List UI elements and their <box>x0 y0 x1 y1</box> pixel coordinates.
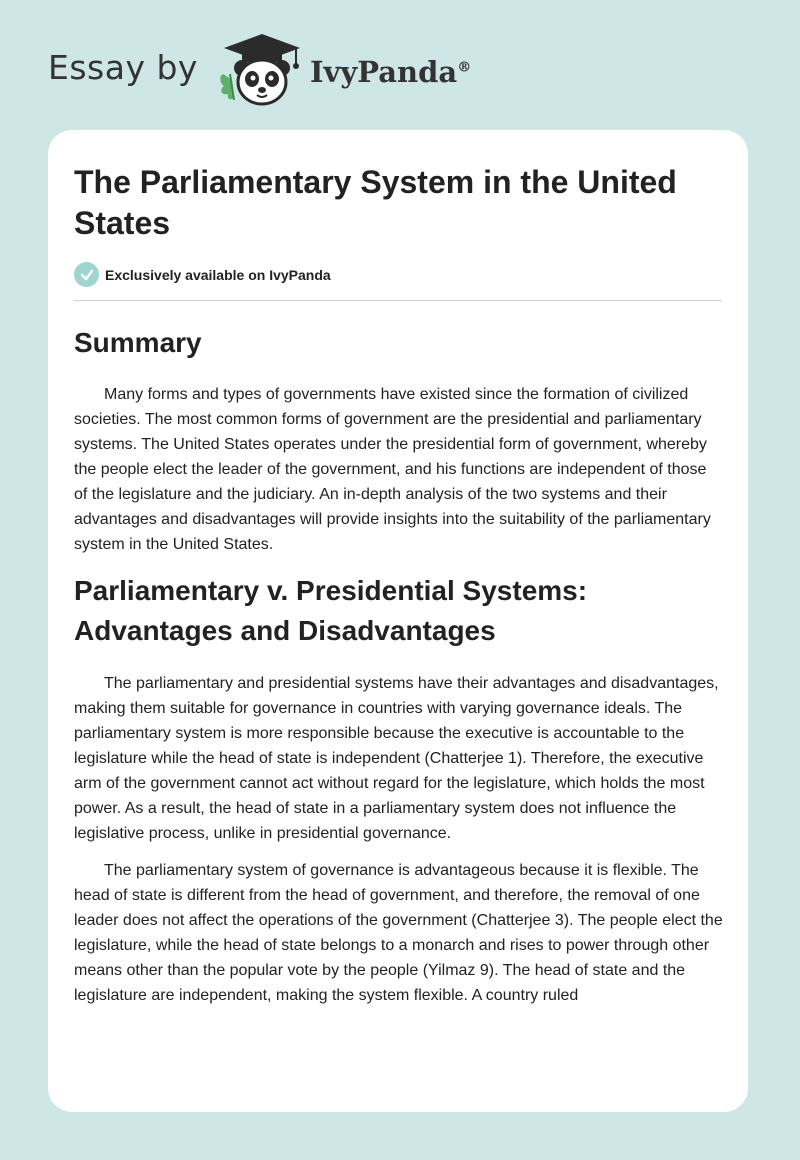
section-heading: Parliamentary v. Presidential Systems: Advantages and Disadvantages <box>74 575 588 646</box>
body-paragraph-2: The parliamentary system of governance is advantageous because it is flexible. The head of state is different from the head of government, and therefore, the removal of one leader does not affect the operations of the government (Chatterjee 3). The people elect the legislature, while the head of state belongs to a monarch and rises to power through other means other than the popular vote by the people (Yilmaz 9). The head of state and the legislature are independent, making the system flexible. A country ruled <box>74 862 723 1004</box>
ivypanda-logo-link[interactable] <box>212 30 471 110</box>
registered-mark: ® <box>457 59 472 76</box>
article-card <box>48 130 748 1112</box>
panda-graduation-cap-logo-icon <box>212 30 304 110</box>
summary-paragraph: Many forms and types of governments have existed since the formation of civilized societies. The most common forms of government are the presidential and parliamentary systems. The United States operates under the presidential form of government, whereby the people elect the leader of the government, and his functions are independent of those of the legislature and the judiciary. An in-depth analysis of the two systems and their advantages and disadvantages will provide insights into the suitability of the parliamentary system in the United States. <box>74 386 711 553</box>
site-header <box>48 30 471 110</box>
summary-heading: Summary <box>74 327 202 358</box>
essay-by-label: Essay by <box>48 47 198 87</box>
exclusive-badge <box>74 262 722 301</box>
article-title: The Parliamentary System in the United States <box>74 164 677 241</box>
ivy-leaf-icon <box>220 74 234 100</box>
exclusive-label: Exclusively available on IvyPanda <box>105 266 331 283</box>
body-paragraph-1: The parliamentary and presidential systems have their advantages and disadvantages, making them suitable for governance in countries with varying governance ideals. The parliamentary system is more responsible because the executive is accountable to the legislature while the head of state is independent (Chatterjee 1). Therefore, the executive arm of the government cannot act without regard for the legislature, which holds the most power. As a result, the head of state in a parliamentary system does not influence the legislative process, unlike in presidential governance. <box>74 675 719 842</box>
brand-name: IvyPanda® <box>309 55 472 89</box>
check-icon <box>74 262 99 287</box>
